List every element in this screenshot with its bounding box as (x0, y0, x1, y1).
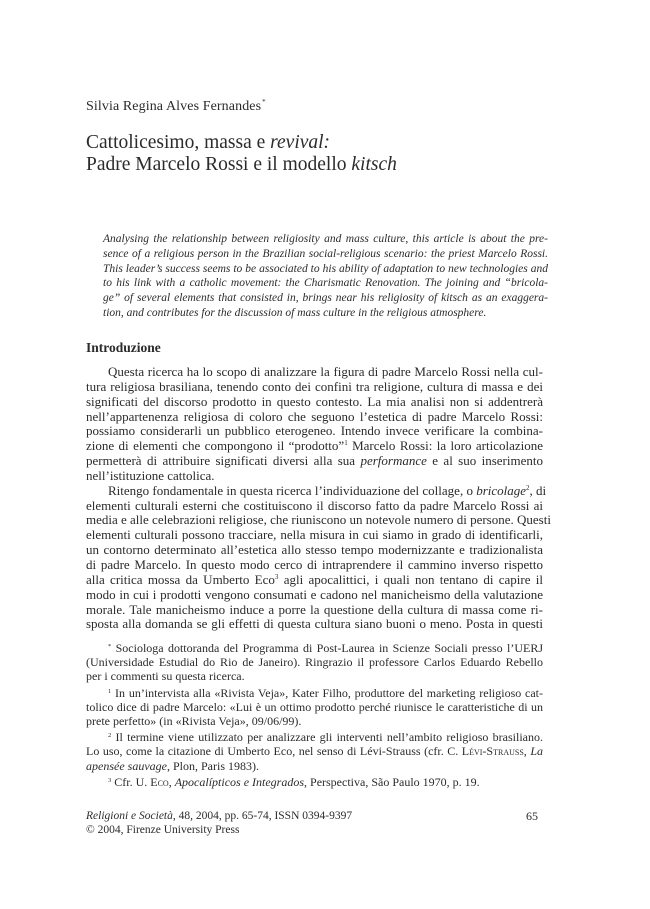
body-line (86, 439, 543, 454)
body-line: Questa ricerca ha lo scopo di analizzare la figura di padre Marcelo Rossi nella cul- (108, 364, 543, 379)
footnote-mark: 1 (108, 687, 112, 695)
body-line: tura religiosa brasiliana, tenendo conto dei confini tra religione, cultura di massa e dei (86, 378, 543, 394)
footnote-text: , Plon, Paris 1983). (166, 758, 259, 773)
article-title (86, 132, 397, 176)
body-line: modo in cui i prodotti vengono consumati e cadono nel manicheismo della valutazione (86, 586, 543, 602)
body-italic-term: performance (360, 453, 427, 469)
abstract-line: sence of a religious person in the Brazilian social-religious scenario: the priest Marcelo Rossi. (103, 247, 548, 260)
footnote-text: Lo uso, come la citazione di Umberto Eco, nel senso di Lévi-Strauss (cfr. C. (86, 744, 462, 759)
body-text (86, 364, 551, 632)
section-heading: Introduzione (86, 340, 161, 355)
footnote-author (86, 641, 543, 655)
abstract-line: This leader’s success seems to be associated to his ability of adaptation to new technologies and (103, 262, 548, 275)
body-line (86, 573, 543, 588)
journal-citation (86, 809, 352, 823)
abstract-line: ge” of several elements that consisted in, brings near his religiosity of kitsch as an exaggera- (103, 292, 548, 305)
footnote-mark: 2 (108, 732, 112, 740)
abstract-line: to his link with a catholic movement: the Charismatic Renovation. The joining and “bricola- (103, 277, 548, 290)
body-line (86, 454, 543, 469)
footnotes (86, 641, 543, 789)
author-name (86, 99, 266, 115)
footnote-line: (Universidade Estudial do Rio de Janeiro). Ringrazio il professore Carlos Eduardo Rebello (86, 655, 543, 670)
title-line-1-italic: revival: (270, 132, 331, 153)
footnote-line (86, 744, 543, 758)
page-number: 65 (526, 809, 538, 823)
body-text-fragment: , di (529, 482, 547, 498)
footnote-text: , Perspectiva, São Paulo 1970, p. 19. (304, 774, 480, 789)
footnote-text: Cfr. U. (114, 774, 151, 789)
footnote-book-title: Apocalípticos e Integrados (174, 774, 305, 789)
footnote-1 (86, 686, 543, 700)
footnote-2 (86, 730, 543, 744)
journal-name: Religioni e Società (86, 810, 173, 822)
footnote-ref-2[interactable]: 2 (526, 483, 530, 492)
footnote-line: prete perfetto» (in «Rivista Veja», 09/06/99). (86, 714, 302, 729)
body-text-fragment: agli apocalittici, i quali non tentano di capire il (278, 571, 543, 587)
footnote-text: In un’intervista alla «Rivista Veja», Kater Filho, produttore del marketing religioso cat- (115, 685, 544, 700)
body-line: sposta alla domanda se gli effetti di questa cultura siano buoni o meno. Posta in questi (86, 616, 543, 632)
body-line: un contorno determinato all’estetica allo stesso tempo modernizzante e tradizionalista (86, 542, 543, 558)
footnote-author-name: Eco (150, 774, 169, 789)
body-line: morale. Tale manicheismo induce a porre la questione della cultura di massa come ri- (86, 601, 543, 617)
footnote-ref-3[interactable]: 3 (274, 572, 279, 581)
body-text-fragment: zione di elementi che compongono il “prodotto” (86, 438, 345, 454)
footnote-text: Sociologa dottoranda del Programma di Post-Laurea in Scienze Sociali presso l’UERJ (115, 641, 544, 655)
body-line: nell’istituzione cattolica. (86, 467, 215, 483)
footnote-mark: * (108, 643, 112, 650)
abstract (103, 232, 548, 321)
author-text: Silvia Regina Alves Fernandes (86, 99, 262, 114)
citation-details: , 48, 2004, pp. 65-74, ISSN 0394-9397 (172, 810, 353, 822)
body-line: elementi culturali possono tracciare, nella misura in cui siamo in grado di identificarli, (86, 527, 543, 543)
footnote-ref-1[interactable]: 1 (344, 439, 348, 448)
title-line-2 (86, 154, 397, 176)
body-text-fragment: permetterà di attribuire significati diversi alla sua (86, 453, 361, 469)
body-line (86, 482, 547, 499)
body-line: media e alle celebrazioni religiose, che riuniscono un notevole numero di persone. Questi (86, 512, 551, 528)
footnote-text: Il termine viene utilizzato per analizzare gli interventi nell’ambito religioso brasiliano. (115, 730, 544, 745)
footnote-3 (86, 775, 543, 789)
copyright-line: © 2004, Firenze University Press (86, 824, 240, 836)
abstract-line: Analysing the relationship between religiosity and mass culture, this article is about the pre- (103, 233, 548, 245)
abstract-line: tion, and contributes for the discussion of mass culture in the religious atmosphere. (103, 306, 487, 319)
body-line: significati del discorso prodotto in questo contesto. La mia analisi non si addentrerà (86, 393, 543, 409)
footnote-text: , (523, 744, 531, 759)
footnote-text: , (168, 774, 175, 789)
body-line: di padre Marcelo. In questo modo cerco di intraprendere il cammino inverso rispetto (86, 556, 543, 572)
title-line-2-text: Padre Marcelo Rossi e il modello (86, 154, 352, 175)
footnote-author-name: Lévi-Strauss (461, 744, 524, 759)
footnote-book-title: apensée sauvage (86, 758, 167, 773)
footnote-mark: 3 (108, 776, 112, 784)
body-line: nell’appartenenza religiosa di coloro che seguono l’estetica di padre Marcelo Rossi: (86, 408, 543, 424)
body-text-fragment: e al suo inserimento (426, 453, 543, 469)
body-line: elementi culturali esterni che costituiscono il discorso fatto da padre Marcelo Rossi ai (86, 497, 543, 513)
body-text-fragment: Ritengo fondamentale in questa ricerca l’individuazione del collage, o (108, 482, 477, 498)
body-line: possiamo considerarli un pubblico eterogeneo. Intendo invece verificare la combina- (86, 423, 543, 439)
title-line-2-italic: kitsch (351, 154, 397, 175)
body-italic-term: bricolage (476, 482, 527, 498)
footnote-line: per i commenti su questa ricerca. (86, 669, 245, 684)
footnote-line (86, 759, 543, 773)
title-line-1-text: Cattolicesimo, massa e (86, 132, 271, 153)
footnote-book-title: La (530, 744, 543, 759)
author-footnote-mark[interactable]: * (262, 98, 266, 106)
body-text-fragment: alla critica mossa da Umberto Eco (86, 571, 275, 587)
footnote-line: tolico dice di padre Marcelo: «Lui è un ottimo prodotto perché riunisce le caratteristiche di un (86, 699, 543, 714)
page-footer (86, 809, 352, 837)
title-line-1 (86, 132, 397, 154)
body-text-fragment: Marcelo Rossi: la loro articolazione (347, 438, 543, 454)
